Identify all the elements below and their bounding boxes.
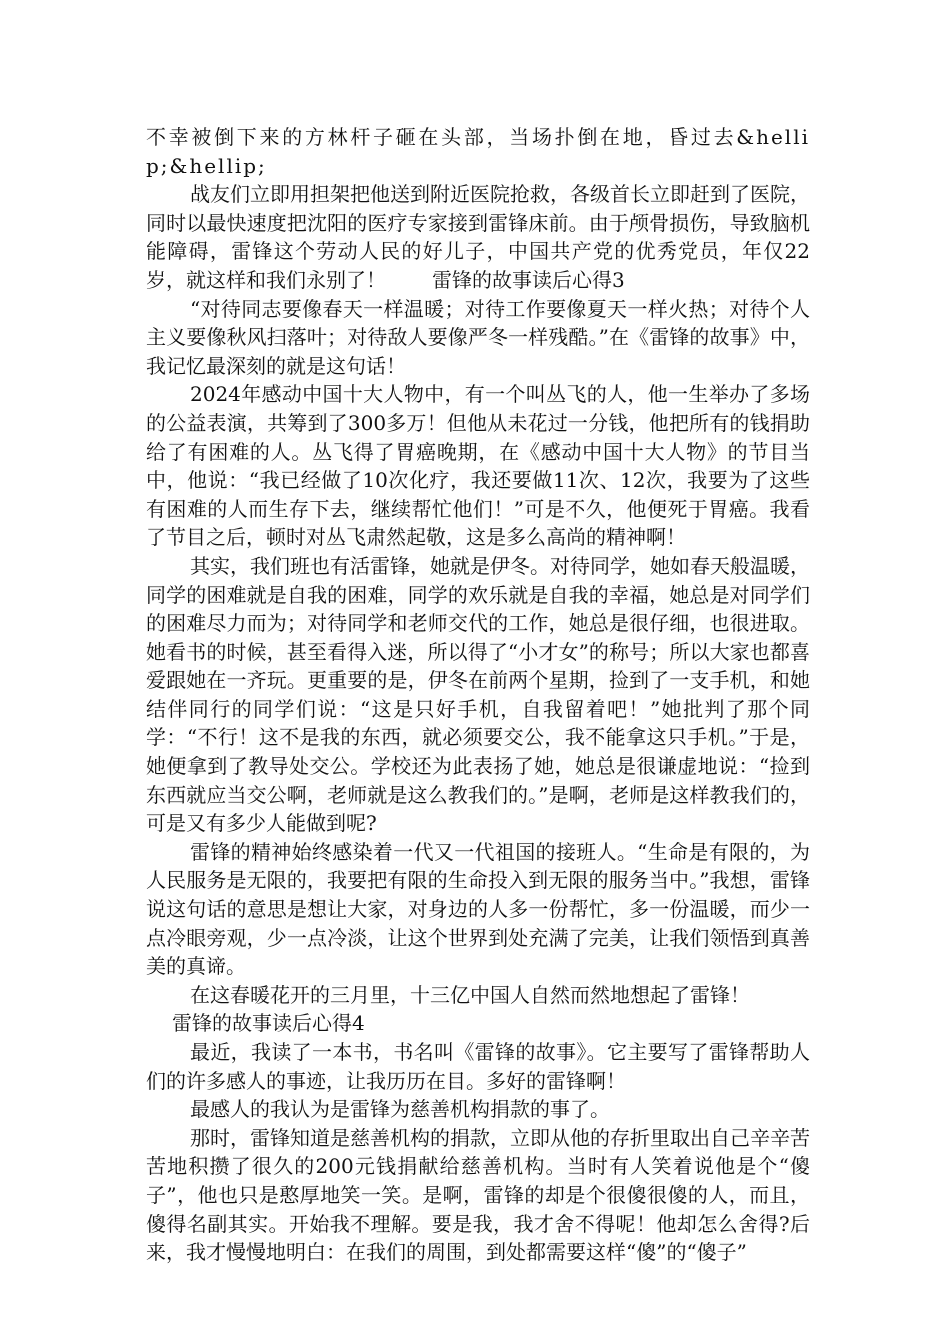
paragraph-2: “对待同志要像春天一样温暖；对待工作要像夏天一样火热；对待个人主义要像秋风扫落叶；对待敌人要像严冬一样残酷。”在《雷锋的故事》中，我记忆最深刻的就是这句话！ xyxy=(146,296,810,378)
paragraph-1-text: 战友们立即用担架把他送到附近医院抢救，各级首长立即赶到了医院，同时以最快速度把沈阳的医疗专家接到雷锋床前。由于颅骨损伤，导致脑机能障碍，雷锋这个劳动人民的好儿子，中国共产党的优秀党员，年仅22岁，就这样和我们永别了！ xyxy=(146,182,810,292)
paragraph-5: 雷锋的精神始终感染着一代又一代祖国的接班人。“生命是有限的，为人民服务是无限的，我要把有限的生命投入到无限的服务当中。”我想，雷锋说这句话的意思是想让大家，对身边的人多一份帮忙，多一份温暖，而少一点冷眼旁观，少一点冷淡，让这个世界到处充满了完美，让我们领悟到真善美的真谛。 xyxy=(146,839,810,979)
paragraph-0: 不幸被倒下来的方林杆子砸在头部，当场扑倒在地，昏过去&hellip;&hellip; xyxy=(146,125,810,178)
document-page xyxy=(146,123,810,1267)
paragraph-4: 其实，我们班也有活雷锋，她就是伊冬。对待同学，她如春天般温暖，同学的困难就是自我的困难，同学的欢乐就是自我的幸福，她总是对同学们的困难尽力而为；对待同学和老师交代的工作，她总是很仔细，也很进取。她看书的时候，甚至看得入迷，所以得了“小才女”的称号；所以大家也都喜爱跟她在一齐玩。更重要的是，伊冬在前两个星期，捡到了一支手机，和她结伴同行的同学们说：“这是只好手机，自我留着吧！”她批判了那个同学：“不行！这不是我的东西，就必须要交公，我不能拿这只手机。”于是，她便拿到了教导处交公。学校还为此表扬了她，她总是很谦虚地说：“捡到东西就应当交公啊，老师就是这么教我们的。”是啊，老师是这样教我们的，可是又有多少人能做到呢? xyxy=(146,553,810,836)
paragraph-3: 2024年感动中国十大人物中，有一个叫丛飞的人，他一生举办了多场的公益表演，共筹到了300多万！但他从未花过一分钱，他把所有的钱捐助给了有困难的人。丛飞得了胃癌晚期，在《感动中国十大人物》的节目当中，他说：“我已经做了10次化疗，我还要做11次、12次，我要为了这些有困难的人而生存下去，继续帮忙他们！”可是不久，他便死于胃癌。我看了节目之后，顿时对丛飞肃然起敬，这是多么高尚的精神啊！ xyxy=(146,382,810,550)
paragraph-8: 最感人的我认为是雷锋为慈善机构捐款的事了。 xyxy=(190,1097,610,1122)
paragraph-1 xyxy=(146,180,810,294)
paragraph-7: 最近，我读了一本书，书名叫《雷锋的故事》。它主要写了雷锋帮助人们的许多感人的事迹，让我历历在目。多好的雷锋啊！ xyxy=(146,1040,810,1093)
paragraph-6: 在这春暖花开的三月里，十三亿中国人自然而然地想起了雷锋！ xyxy=(190,982,750,1007)
heading-3: 雷锋的故事读后心得3 xyxy=(432,267,625,292)
paragraph-9: 那时，雷锋知道是慈善机构的捐款，立即从他的存折里取出自己辛辛苦苦地积攒了很久的200元钱捐献给慈善机构。当时有人笑着说他是个“傻子”，他也只是憨厚地笑一笑。是啊，雷锋的却是个很傻很傻的人，而且，傻得名副其实。开始我不理解。要是我，我才舍不得呢！他却怎么舍得?后来，我才慢慢地明白：在我们的周围，到处都需要这样“傻”的“傻子” xyxy=(146,1125,810,1265)
heading-4: 雷锋的故事读后心得4 xyxy=(172,1011,365,1036)
